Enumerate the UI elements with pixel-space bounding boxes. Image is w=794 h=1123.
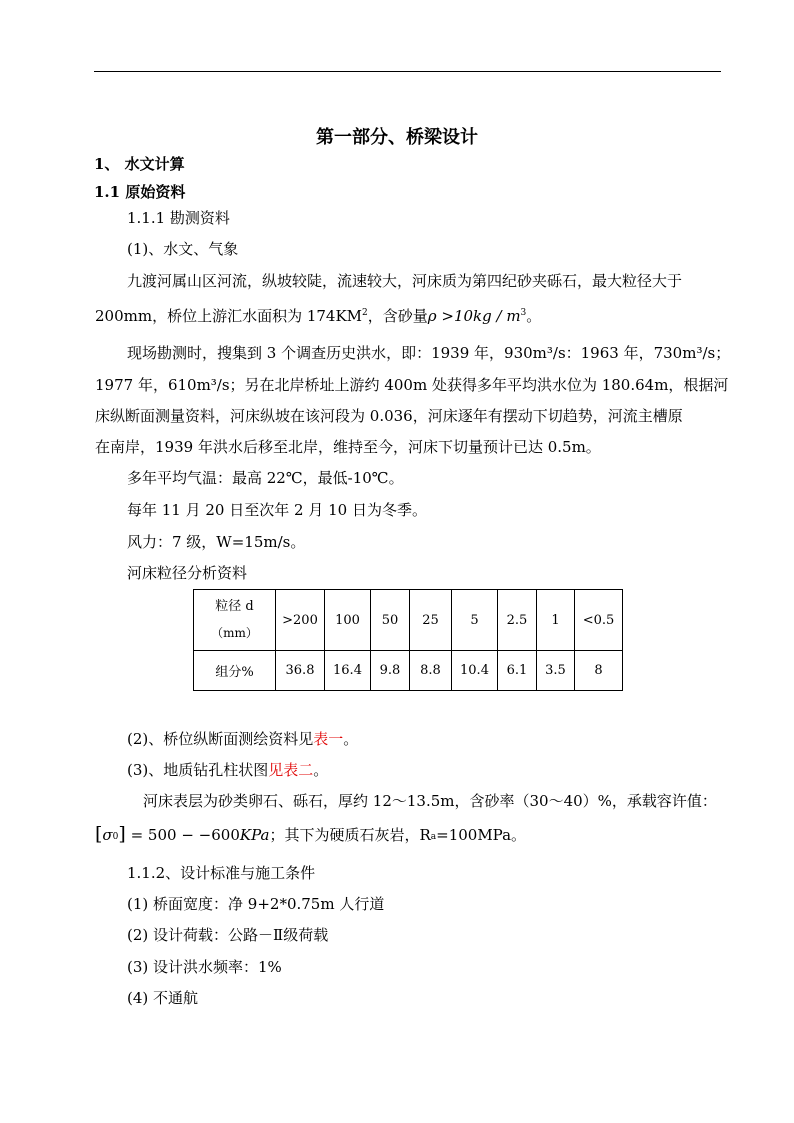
sigma-sub: 0 xyxy=(112,832,119,842)
size-cell: 1 xyxy=(537,590,575,651)
bearing-formula: = 500 − −600 xyxy=(125,826,240,844)
heading-original-data: 1.1 原始资料 xyxy=(94,183,186,201)
paragraph-riverbed-line2 xyxy=(95,824,526,845)
item-borehole-end: 。 xyxy=(313,761,329,779)
percent-cell: 16.4 xyxy=(325,651,371,691)
sediment-label: ，含砂量 xyxy=(367,307,428,325)
size-cell: 50 xyxy=(371,590,410,651)
subheading-survey: 1.1.1 勘测资料 xyxy=(127,209,230,227)
item-borehole-text: (3)、地质钻孔柱状图 xyxy=(127,761,269,779)
link-table-one[interactable]: 表一 xyxy=(313,730,344,748)
size-cell: >200 xyxy=(276,590,325,651)
condition-design-load: (2) 设计荷载：公路－Ⅱ级荷载 xyxy=(127,926,329,944)
size-cell: 2.5 xyxy=(498,590,537,651)
page-title: 第一部分、桥梁设计 xyxy=(316,127,478,148)
bearing-unit: KPa xyxy=(239,826,270,844)
paragraph-river-line1: 九渡河属山区河流，纵坡较陡，流速较大，河床质为第四纪砂夹砾石，最大粒径大于 xyxy=(127,272,683,290)
catchment-sup: 2 xyxy=(362,308,368,318)
table-row-percents xyxy=(194,651,623,691)
size-cell: <0.5 xyxy=(575,590,623,651)
bedrock-text: ；其下为硬质石灰岩，R xyxy=(269,826,431,844)
condition-flood-frequency: (3) 设计洪水频率：1% xyxy=(127,958,282,976)
heading-hydrology: 1、 水文计算 xyxy=(94,155,185,173)
condition-navigation: (4) 不通航 xyxy=(127,989,199,1007)
catchment-text: 200mm，桥位上游汇水面积为 174KM xyxy=(95,307,363,325)
bracket-left: [ xyxy=(95,823,103,845)
header-unit: （mm） xyxy=(211,626,258,640)
grain-size-table xyxy=(193,589,623,691)
table-row-sizes xyxy=(194,590,623,651)
size-cell: 5 xyxy=(452,590,498,651)
item-profile-end: 。 xyxy=(343,730,359,748)
sediment-end: 。 xyxy=(526,307,542,325)
paragraph-flood-line1: 现场勘测时，搜集到 3 个调查历史洪水，即：1939 年，930m³/s：1963 年，730m³/s； xyxy=(127,344,731,362)
paragraph-river-line2 xyxy=(95,306,541,326)
sediment-sup: 3 xyxy=(520,308,527,318)
percent-cell: 36.8 xyxy=(276,651,325,691)
percent-cell: 8.8 xyxy=(410,651,452,691)
paragraph-flood-line4: 在南岸，1939 年洪水后移至北岸，维持至今，河床下切量预计已达 0.5m。 xyxy=(95,438,601,456)
paragraph-flood-line3: 床纵断面测量资料，河床纵坡在该河段为 0.036，河床逐年有摆动下切趋势，河流主槽原 xyxy=(95,407,683,425)
item-hydrology-climate: (1)、水文、气象 xyxy=(127,240,239,258)
paragraph-riverbed-line1: 河床表层为砂类卵石、砾石，厚约 12～13.5m，含砂率（30～40）%，承载容许值： xyxy=(143,792,717,810)
sigma-symbol: σ xyxy=(102,826,113,844)
bracket-right: ] xyxy=(118,823,126,845)
subheading-design-standard: 1.1.2、设计标准与施工条件 xyxy=(127,864,316,882)
bedrock-end: =100MPa。 xyxy=(436,826,527,844)
paragraph-winter: 每年 11 月 20 日至次年 2 月 10 日为冬季。 xyxy=(127,501,427,519)
table-header-cell xyxy=(194,590,276,651)
percent-cell: 6.1 xyxy=(498,651,537,691)
sediment-formula: ρ >10kg / m xyxy=(427,307,521,325)
row-label-percent: 组分% xyxy=(194,651,276,691)
percent-cell: 9.8 xyxy=(371,651,410,691)
header-grain-size: 粒径 d xyxy=(215,599,254,614)
paragraph-temperature: 多年平均气温：最高 22℃，最低-10℃。 xyxy=(127,469,404,487)
paragraph-grain-caption: 河床粒径分析资料 xyxy=(127,564,248,582)
paragraph-wind: 风力：7 级，W=15m/s。 xyxy=(127,533,306,551)
percent-cell: 8 xyxy=(575,651,623,691)
condition-deck-width: (1) 桥面宽度：净 9+2*0.75m 人行道 xyxy=(127,895,385,913)
percent-cell: 10.4 xyxy=(452,651,498,691)
bedrock-sub: a xyxy=(430,832,437,842)
item-profile-survey xyxy=(127,729,358,749)
item-borehole xyxy=(127,760,328,780)
paragraph-flood-line2: 1977 年，610m³/s；另在北岸桥址上游约 400m 处获得多年平均洪水位为 180.64m，根据河 xyxy=(95,376,729,394)
percent-cell: 3.5 xyxy=(537,651,575,691)
header-rule xyxy=(94,71,721,72)
item-profile-text: (2)、桥位纵断面测绘资料见 xyxy=(127,730,314,748)
size-cell: 100 xyxy=(325,590,371,651)
link-table-two[interactable]: 见表二 xyxy=(268,761,314,779)
size-cell: 25 xyxy=(410,590,452,651)
